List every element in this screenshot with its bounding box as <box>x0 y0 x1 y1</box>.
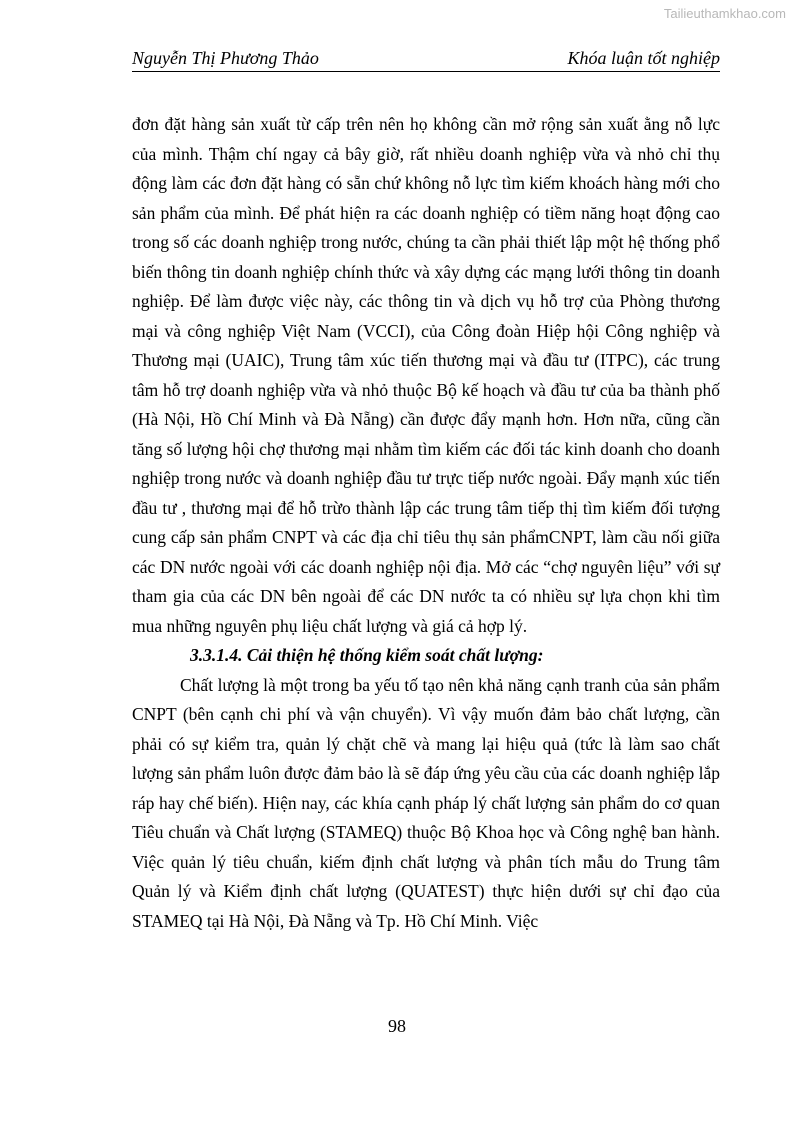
page-header <box>132 49 720 72</box>
body-paragraph: đơn đặt hàng sản xuất từ cấp trên nên họ không cần mở rộng sản xuất ằng nỗ lực của mình. Thậm chí ngay cả bây giờ, rất nhiều doanh nghiệp vừa và nhỏ chỉ thụ động làm các đơn đặt hàng có sẵn chứ không nỗ lực tìm kiếm khoách hàng mới cho sản phẩm của mình. Để phát hiện ra các doanh nghiệp có tiềm năng hoạt động cao trong số các doanh nghiệp trong nước, chúng ta cần phải thiết lập một hệ thống phổ biến thông tin doanh nghiệp chính thức và xây dựng các mạng lưới thông tin doanh nghiệp. Để làm được việc này, các thông tin và dịch vụ hỗ trợ của Phòng thương mại và công nghiệp Việt Nam (VCCI), của Công đoàn Hiệp hội Công nghiệp và Thương mại (UAIC), Trung tâm xúc tiến thương mại và đầu tư (ITPC), các trung tâm hỗ trợ doanh nghiệp vừa và nhỏ thuộc Bộ kế hoạch và đầu tư của ba thành phố (Hà Nội, Hồ Chí Minh và Đà Nẵng) cần được đẩy mạnh hơn. Hơn nữa, cũng cần tăng số lượng hội chợ thương mại nhằm tìm kiếm các đối tác kinh doanh cho doanh nghiệp trong nước và doanh nghiệp đầu tư trực tiếp nước ngoài. Đẩy mạnh xúc tiến đầu tư , thương mại để hỗ trừo thành lập các trung tâm tiếp thị tìm kiếm đối tượng cung cấp sản phẩm CNPT và các địa chỉ tiêu thụ sản phẩmCNPT, làm cầu nối giữa các DN nước ngoài với các doanh nghiệp nội địa. Mở các “chợ nguyên liệu” với sự tham gia của các DN bên ngoài để các DN nước ta có nhiều sự lựa chọn khi tìm mua những nguyên phụ liệu chất lượng và giá cả hợp lý. <box>132 114 720 636</box>
section-heading: 3.3.1.4. Cải thiện hệ thống kiểm soát chất lượng: <box>190 645 544 665</box>
page-body <box>132 110 720 936</box>
page-number: 98 <box>388 1016 406 1036</box>
header-thesis-title: Khóa luận tốt nghiệp <box>567 48 720 68</box>
header-author: Nguyễn Thị Phương Thảo <box>132 48 319 68</box>
body-paragraph: Chất lượng là một trong ba yếu tố tạo nên khả năng cạnh tranh của sản phẩm CNPT (bên cạnh chi phí và vận chuyển). Vì vậy muốn đảm bảo chất lượng, cần phải có sự kiểm tra, quản lý chặt chẽ và mang lại hiệu quả (tức là làm sao chất lượng sản phẩm luôn được đảm bảo là sẽ đáp ứng yêu cầu của các doanh nghiệp lắp ráp hay chế biến). Hiện nay, các khía cạnh pháp lý chất lượng sản phẩm do cơ quan Tiêu chuẩn và Chất lượng (STAMEQ) thuộc Bộ Khoa học và Công nghệ ban hành. Việc quản lý tiêu chuẩn, kiếm định chất lượng và phân tích mẫu do Trung tâm Quản lý và Kiểm định chất lượng (QUATEST) thực hiện dưới sự chỉ đạo của STAMEQ tại Hà Nội, Đà Nẵng và Tp. Hồ Chí Minh. Việc <box>132 674 720 931</box>
watermark-text: Tailieuthamkhao.com <box>663 6 786 21</box>
